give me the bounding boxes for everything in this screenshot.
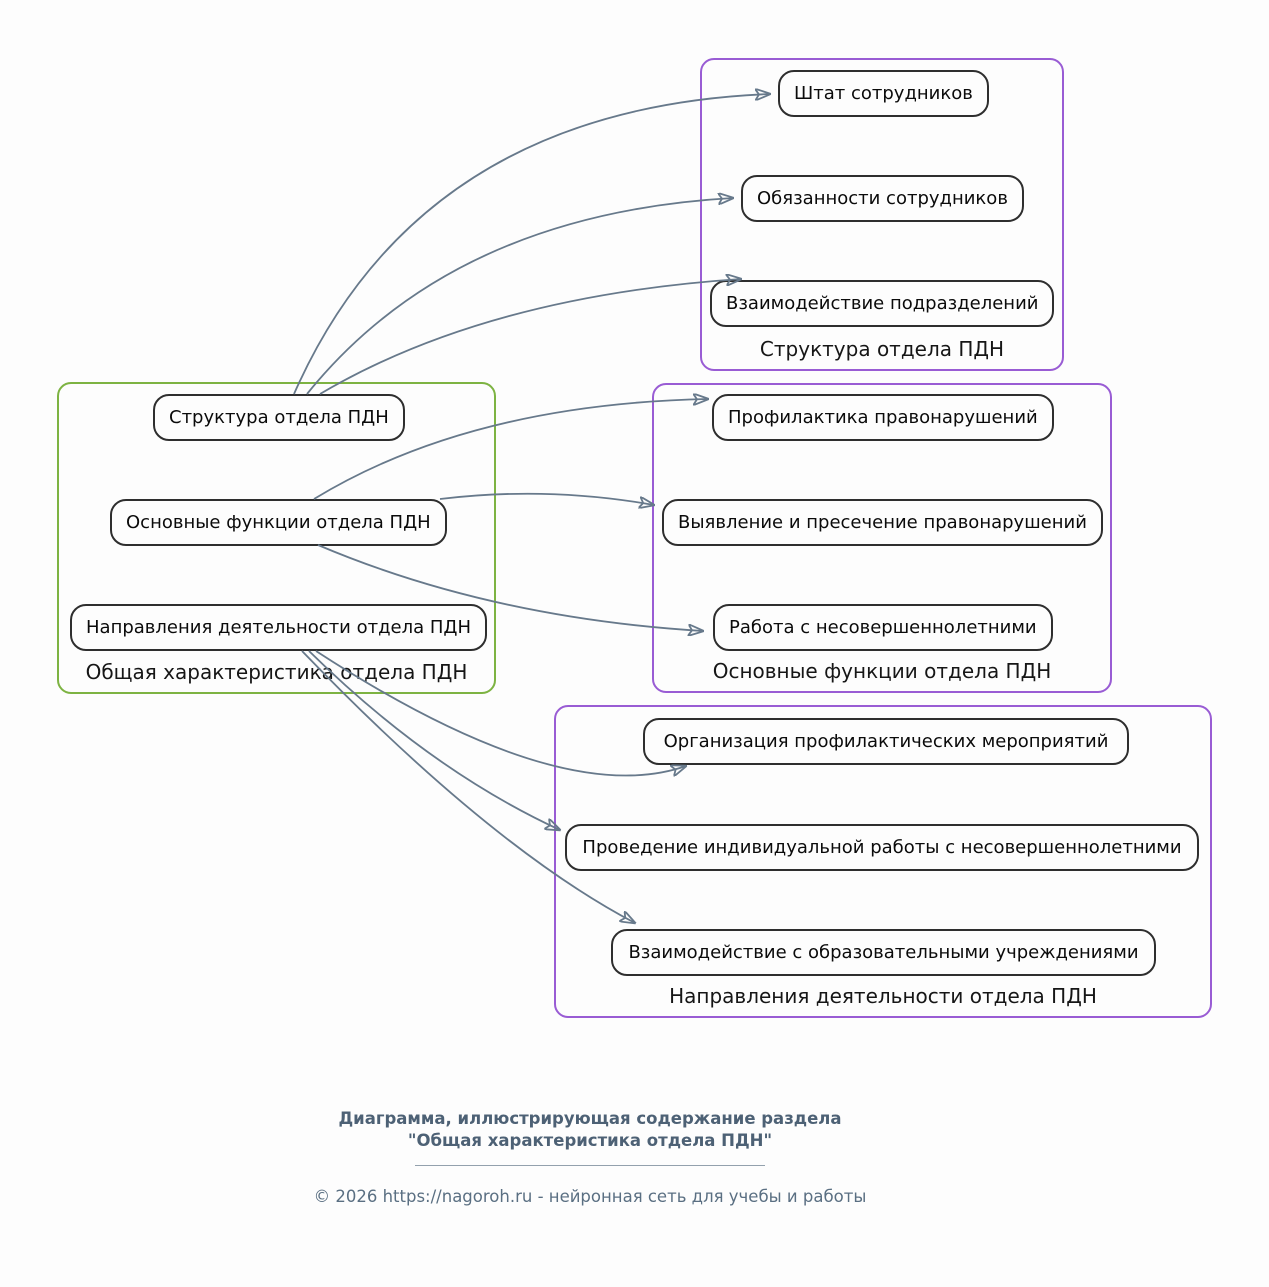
arrow-struktura-to-vzaimodeystvie xyxy=(320,279,741,394)
footer-caption-line2: "Общая характеристика отдела ПДН" xyxy=(407,1131,773,1150)
node-organizaciya-profilakticheskih-meropriyatiy: Организация профилактических мероприятий xyxy=(643,718,1129,765)
group-title: Общая характеристика отдела ПДН xyxy=(85,660,468,684)
node-shtat-sotrudnikov: Штат сотрудников xyxy=(778,70,989,117)
arrow-struktura-to-obyazannosti xyxy=(307,198,733,394)
node-osnovnye-funkcii-otdela-pdn: Основные функции отдела ПДН xyxy=(110,499,447,546)
node-vyyavlenie-i-presechenie-pravonarusheniy: Выявление и пресечение правонарушений xyxy=(662,499,1103,546)
group-title: Структура отдела ПДН xyxy=(759,337,1005,361)
group-title: Направления деятельности отдела ПДН xyxy=(669,984,1097,1008)
arrow-struktura-to-shtat xyxy=(294,94,770,394)
footer-copyright: © 2026 https://nagoroh.ru - нейронная сеть для учебы и работы xyxy=(313,1187,867,1206)
node-vzaimodeystvie-podrazdeleniy: Взаимодействие подразделений xyxy=(710,280,1054,327)
node-profilaktika-pravonarusheniy: Профилактика правонарушений xyxy=(712,394,1054,441)
node-vzaimodeystvie-s-obrazovatelnymi-uchrezhdeniyami: Взаимодействие с образовательными учреждениями xyxy=(611,929,1156,976)
footer-separator xyxy=(415,1165,765,1166)
group-title: Основные функции отдела ПДН xyxy=(712,659,1052,683)
node-struktura-otdela-pdn: Структура отдела ПДН xyxy=(153,394,405,441)
node-provedenie-individualnoy-raboty: Проведение индивидуальной работы с несовершеннолетними xyxy=(565,824,1199,871)
footer xyxy=(265,1108,915,1206)
node-napravleniya-deyatelnosti-otdela-pdn: Направления деятельности отдела ПДН xyxy=(70,604,487,651)
node-obyazannosti-sotrudnikov: Обязанности сотрудников xyxy=(741,175,1024,222)
footer-caption-line1: Диаграмма, иллюстрирующая содержание раздела xyxy=(338,1109,842,1128)
node-rabota-s-nesovershennoletnimi: Работа с несовершеннолетними xyxy=(713,604,1053,651)
